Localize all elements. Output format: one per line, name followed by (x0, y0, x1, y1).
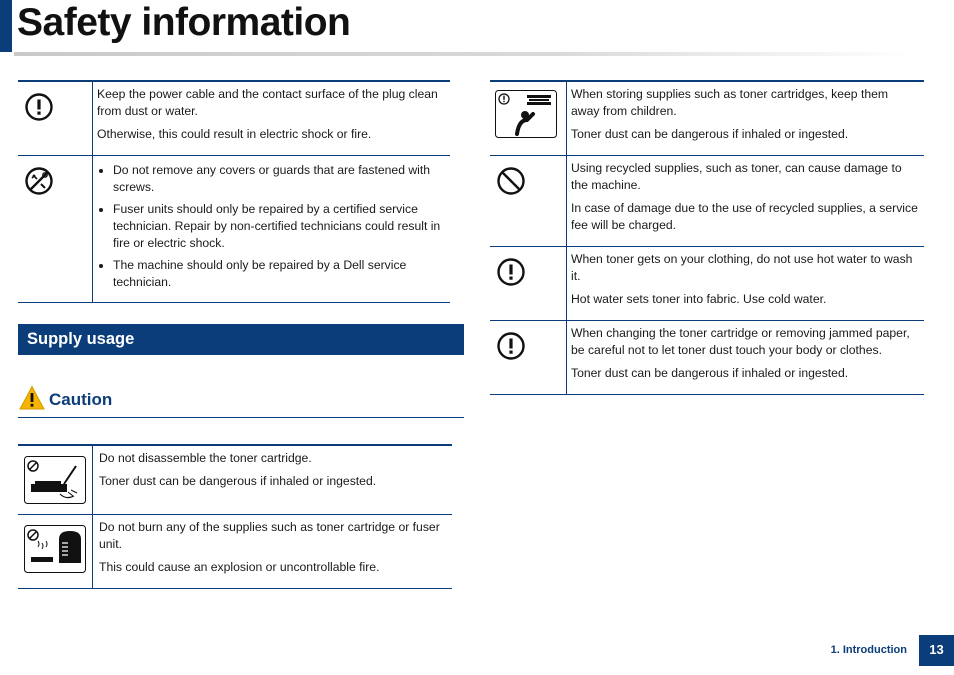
row-text: Keep the power cable and the contact surface of the plug clean from dust or water. (97, 87, 438, 118)
row-text: Toner dust can be dangerous if inhaled or ingested. (571, 366, 849, 380)
row-text: In case of damage due to the use of recycled supplies, a service fee will be charged. (571, 201, 918, 232)
row-text: Using recycled supplies, such as toner, can cause damage to the machine. (571, 161, 902, 192)
row-text: Do not disassemble the toner cartridge. (99, 451, 312, 465)
table-row (490, 247, 924, 321)
row-text: Hot water sets toner into fabric. Use cold water. (571, 292, 827, 306)
row-text: When storing supplies such as toner cartridges, keep them away from children. (571, 87, 889, 118)
table-row (490, 156, 924, 247)
footer-chapter-link[interactable]: 1. Introduction (830, 644, 907, 656)
page-title: Safety information (17, 1, 351, 44)
row-text: Do not burn any of the supplies such as toner cartridge or fuser unit. (99, 519, 440, 551)
no-tools-icon (18, 156, 92, 201)
page-number: 13 (919, 635, 954, 666)
no-burn-supplies-icon (18, 515, 92, 578)
exclamation-circle-icon (490, 247, 566, 292)
keep-away-children-icon (490, 82, 566, 143)
safety-table-left (18, 80, 450, 303)
bullet-list (97, 162, 444, 291)
table-row (18, 81, 450, 156)
safety-table-right (490, 80, 924, 395)
prohibited-icon (490, 156, 566, 201)
exclamation-circle-icon (18, 82, 92, 127)
list-item: • Fuser units should only be repaired by a certified service technician. Repair by non-certified technicians could result in fire or electric shock. (113, 201, 444, 252)
row-text: Otherwise, this could result in electric shock or fire. (97, 127, 372, 141)
title-divider (14, 52, 914, 56)
section-heading-supply-usage: Supply usage (18, 324, 464, 355)
table-row (18, 514, 452, 588)
table-row (18, 156, 450, 303)
no-disassemble-cartridge-icon (18, 446, 92, 509)
row-text: Toner dust can be dangerous if inhaled or ingested. (571, 127, 849, 141)
row-text: When changing the toner cartridge or removing jammed paper, be careful not to let toner dust touch your body or clothes. (571, 326, 910, 357)
caution-heading (18, 385, 464, 418)
row-text: This could cause an explosion or uncontrollable fire. (99, 559, 380, 574)
row-text: Toner dust can be dangerous if inhaled or ingested. (99, 474, 377, 488)
row-text: When toner gets on your clothing, do not use hot water to wash it. (571, 252, 913, 283)
exclamation-circle-icon (490, 321, 566, 366)
list-item: • The machine should only be repaired by a Dell service technician. (113, 257, 444, 291)
table-row (490, 321, 924, 395)
table-row (490, 81, 924, 156)
list-item: • Do not remove any covers or guards that are fastened with screws. (113, 162, 444, 196)
table-row (18, 445, 452, 514)
caution-label: Caution (49, 390, 113, 409)
caution-table (18, 444, 452, 589)
title-accent-bar (0, 0, 12, 52)
caution-triangle-icon (19, 385, 45, 416)
